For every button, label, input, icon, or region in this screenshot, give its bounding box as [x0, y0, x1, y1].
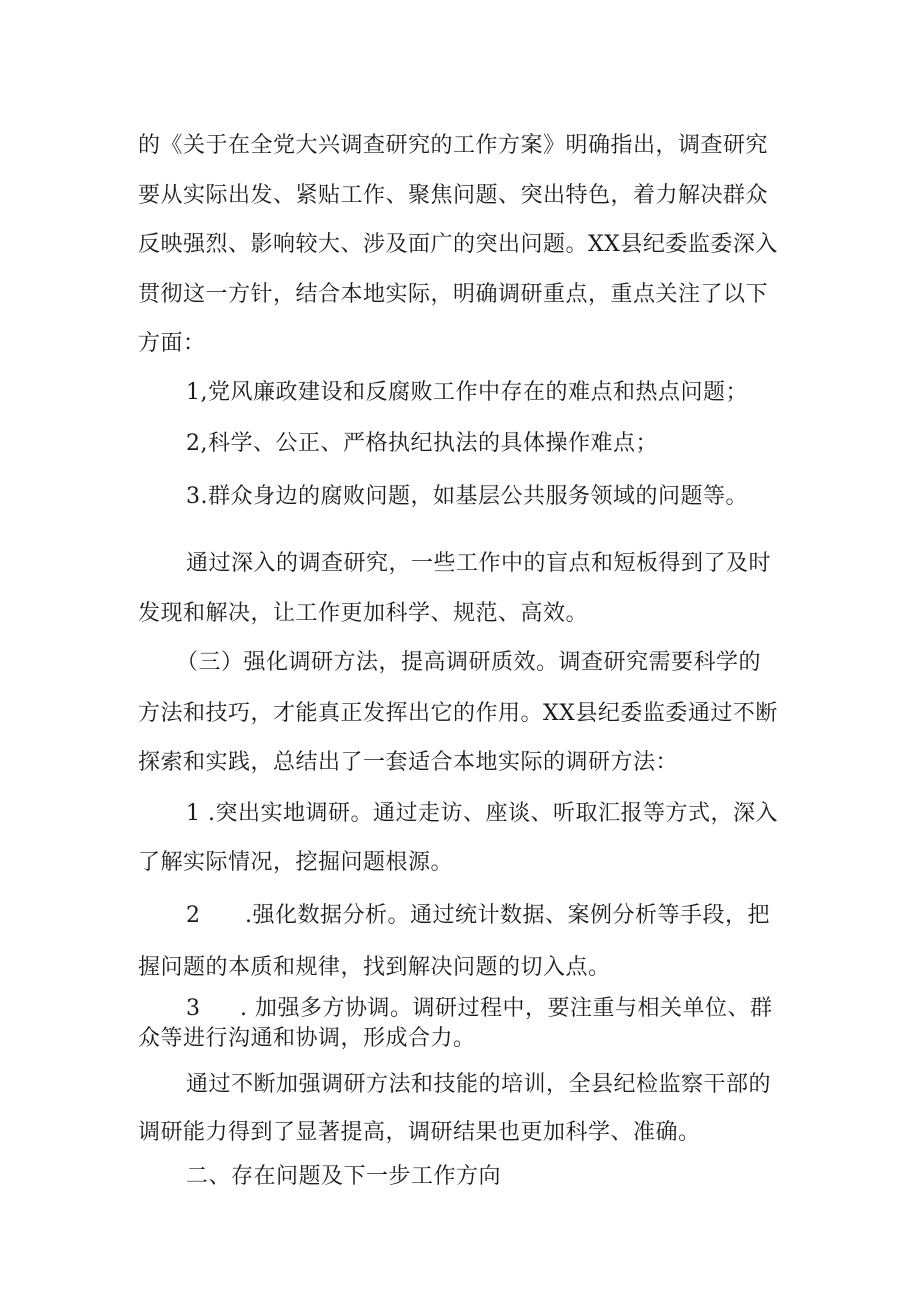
text-line: 贯彻这一方针，结合本地实际，明确调研重点，重点关注了以下	[138, 282, 769, 307]
text-line: 发现和解决，让工作更加科学、规范、高效。	[138, 601, 589, 626]
list-item-number: 2	[186, 903, 201, 928]
text-line: 方法和技巧，才能真正发挥出它的作用。XX县纪委监委通过不断	[138, 701, 778, 726]
section-heading: 二、存在问题及下一步工作方向	[186, 1164, 502, 1189]
text-line: 通过不断加强调研方法和技能的培训，全县纪检监察干部的	[186, 1072, 772, 1097]
text-line: 众等进行沟通和协调，形成合力。	[138, 1026, 476, 1051]
text-line: 探索和实践，总结出了一套适合本地实际的调研方法：	[138, 750, 679, 775]
text-line: 握问题的本质和规律，找到解决问题的切入点。	[138, 955, 611, 980]
list-item: .强化数据分析。通过统计数据、案例分析等手段，把	[245, 903, 770, 928]
text-line: 的《关于在全党大兴调查研究的工作方案》明确指出，调查研究	[138, 133, 769, 158]
text-line: 反映强烈、影响较大、涉及面广的突出问题。XX县纪委监委深入	[138, 232, 778, 257]
section-heading: （三）强化调研方法，提高调研质效。调查研究需要科学的	[176, 650, 762, 675]
list-item: 1 .突出实地调研。通过走访、座谈、听取汇报等方式，深入	[186, 801, 778, 826]
text-line: 要从实际出发、紧贴工作、聚焦问题、突出特色，着力解决群众	[138, 183, 769, 208]
text-line: 了解实际情况，挖掘问题根源。	[138, 850, 454, 875]
list-item: . 加强多方协调。调研过程中，要注重与相关单位、群	[240, 996, 773, 1021]
text-line: 通过深入的调查研究，一些工作中的盲点和短板得到了及时	[186, 551, 772, 576]
list-item-number: 3	[186, 996, 201, 1021]
list-item: 1,党风廉政建设和反腐败工作中存在的难点和热点问题；	[186, 380, 748, 405]
text-line: 方面：	[138, 331, 206, 356]
list-item: 2,科学、公正、严格执纪执法的具体操作难点；	[186, 431, 658, 456]
text-line: 调研能力得到了显著提高，调研结果也更加科学、准确。	[138, 1120, 701, 1145]
list-item: 3.群众身边的腐败问题，如基层公共服务领域的问题等。	[186, 484, 748, 509]
